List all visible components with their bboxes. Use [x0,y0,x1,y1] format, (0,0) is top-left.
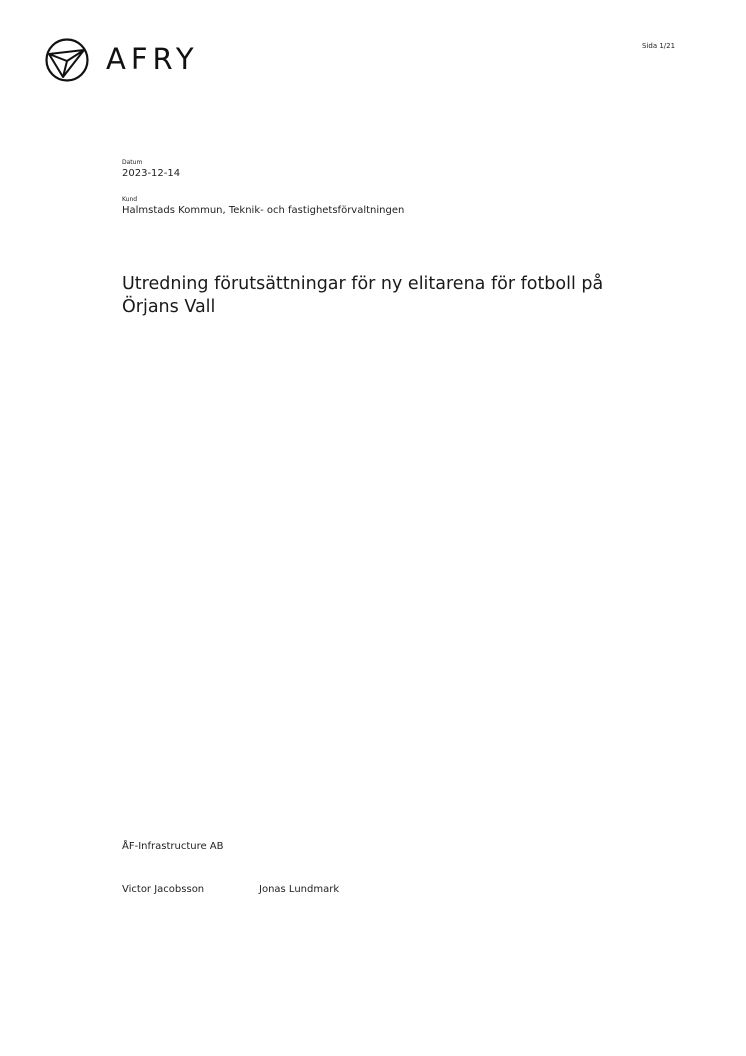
client-value: Halmstads Kommun, Teknik- och fastighetsförvaltningen [122,205,405,216]
author-name: Victor Jacobsson [122,884,205,895]
afry-logo-icon [44,37,90,83]
logo-wordmark: AFRY [106,42,199,76]
company-name: ÅF-Infrastructure AB [122,841,224,852]
afry-logo [44,37,222,81]
client-label: Kund [122,196,138,203]
document-title: Utredning förutsättningar för ny elitarena för fotboll på Örjans Vall [122,274,604,317]
date-value: 2023-12-14 [122,168,181,179]
author-name: Jonas Lundmark [259,884,340,895]
page-number: Sida 1/21 [642,42,676,50]
date-label: Datum [122,159,143,166]
